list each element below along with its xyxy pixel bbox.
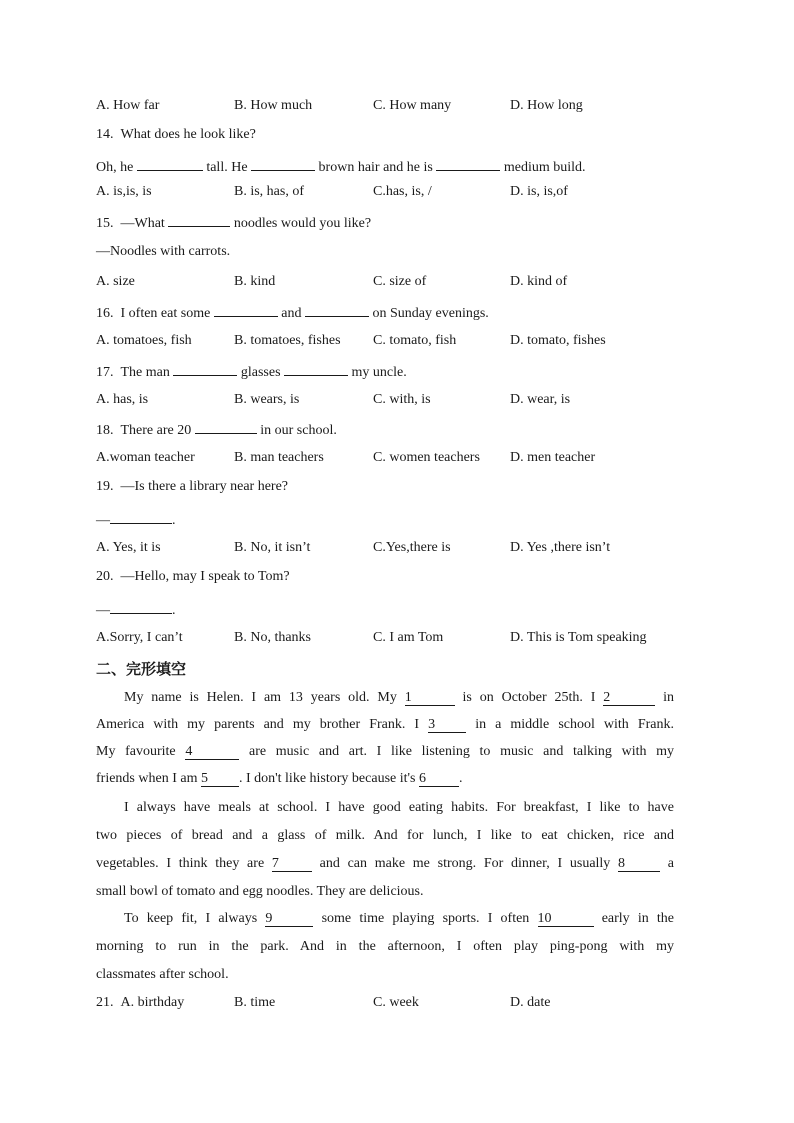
answer-blank[interactable] <box>137 156 203 171</box>
text: and <box>281 306 302 321</box>
text: My favourite <box>96 744 176 759</box>
text: My name is Helen. I am 13 years old. My <box>124 690 397 705</box>
passage-line <box>96 689 674 707</box>
q19-option-b: B. No, it isn’t <box>234 540 311 555</box>
cloze-blank-2[interactable]: 2 <box>603 690 655 706</box>
question-number: 21 <box>96 995 110 1010</box>
question-number: 19 <box>96 479 110 494</box>
question-number: 17 <box>96 365 110 380</box>
q17-question: 17. The man glasses my uncle. <box>96 361 407 382</box>
passage-line <box>96 855 674 873</box>
passage-line <box>96 743 674 761</box>
text: in our school. <box>260 423 337 438</box>
q16-option-a: A. tomatoes, fish <box>96 333 192 348</box>
q14-sentence <box>96 156 586 177</box>
text: my uncle. <box>351 365 407 380</box>
passage-line: small bowl of tomato and egg noodles. They are delicious. <box>96 884 424 899</box>
q13-option-b: B. How much <box>234 98 313 113</box>
text: on Sunday evenings. <box>372 306 489 321</box>
text: Oh, he <box>96 160 134 175</box>
q21-option-c: C. week <box>373 995 419 1010</box>
text: and can make me strong. For dinner, I usually <box>319 856 611 871</box>
cloze-blank-8[interactable]: 8 <box>618 856 660 872</box>
text: . <box>172 513 176 528</box>
q18-question: 18. There are 20 in our school. <box>96 419 337 440</box>
q20-option-c: C. I am Tom <box>373 630 444 645</box>
passage-line <box>96 770 674 788</box>
q18-option-a: A.woman teacher <box>96 450 195 465</box>
q15-question: 15. —What noodles would you like? <box>96 212 371 233</box>
q14-option-d: D. is, is,of <box>510 184 568 199</box>
text: . I don't like history because it's <box>238 771 416 786</box>
text: — <box>96 603 110 618</box>
text: I often eat some <box>120 306 211 321</box>
cloze-blank-1[interactable]: 1 <box>405 690 455 706</box>
text: some time playing sports. I often <box>321 911 530 926</box>
q20-question: 20. —Hello, may I speak to Tom? <box>96 569 290 584</box>
question-text: What does he look like? <box>120 127 256 142</box>
text: — <box>96 513 110 528</box>
cloze-blank-10[interactable]: 10 <box>538 911 594 927</box>
text: in a middle school with Frank. <box>475 717 675 732</box>
q19-option-a: A. Yes, it is <box>96 540 161 555</box>
q13-option-d: D. How long <box>510 98 583 113</box>
q17-option-c: C. with, is <box>373 392 431 407</box>
passage-line: morning to run in the park. And in the afternoon, I often play ping-pong with my <box>96 939 674 954</box>
q17-option-a: A. has, is <box>96 392 149 407</box>
q15-option-d: D. kind of <box>510 274 568 289</box>
answer-blank[interactable] <box>284 361 348 376</box>
answer-blank[interactable] <box>251 156 315 171</box>
text: brown hair and he is <box>318 160 433 175</box>
question-number: 16 <box>96 306 110 321</box>
q21-number-and-option-a: 21. A. birthday <box>96 995 185 1010</box>
text: a <box>667 856 674 871</box>
q14-option-c: C.has, is, / <box>373 184 432 199</box>
text: glasses <box>240 365 281 380</box>
q13-option-a: A. How far <box>96 98 160 113</box>
cloze-blank-7[interactable]: 7 <box>272 856 312 872</box>
answer-blank[interactable] <box>305 302 369 317</box>
q14-option-a: A. is,is, is <box>96 184 152 199</box>
passage-paragraph-2 <box>96 799 674 901</box>
q14-question: 14. What does he look like? <box>96 127 256 142</box>
text: America with my parents and my brother Frank. I <box>96 717 420 732</box>
answer-blank[interactable] <box>110 509 172 524</box>
answer-blank[interactable] <box>173 361 237 376</box>
q15-answer: —Noodles with carrots. <box>96 244 231 259</box>
text: To keep fit, I always <box>124 911 258 926</box>
passage-line <box>96 910 674 928</box>
q19-reply <box>96 509 176 530</box>
q19-option-d: D. Yes ,there isn’t <box>510 540 611 555</box>
cloze-blank-6[interactable]: 6 <box>419 771 459 787</box>
q19-question: 19. —Is there a library near here? <box>96 479 289 494</box>
text: There are 20 <box>120 423 192 438</box>
text: medium build. <box>503 160 586 175</box>
text: vegetables. I think they are <box>96 856 265 871</box>
q18-option-b: B. man teachers <box>234 450 324 465</box>
cloze-blank-3[interactable]: 3 <box>428 717 466 733</box>
q20-option-a: A.Sorry, I can’t <box>96 630 183 645</box>
q18-option-c: C. women teachers <box>373 450 480 465</box>
q14-option-b: B. is, has, of <box>234 184 304 199</box>
q17-option-d: D. wear, is <box>510 392 571 407</box>
q21-option-b: B. time <box>234 995 276 1010</box>
question-text: —Hello, may I speak to Tom? <box>120 569 290 584</box>
q16-question: 16. I often eat some and on Sunday evenings. <box>96 302 489 323</box>
answer-blank[interactable] <box>168 212 230 227</box>
answer-blank[interactable] <box>214 302 278 317</box>
cloze-blank-4[interactable]: 4 <box>185 744 239 760</box>
answer-blank[interactable] <box>110 599 172 614</box>
text: is on October 25th. I <box>462 690 596 705</box>
q21-option-a: A. birthday <box>120 995 185 1010</box>
q15-option-c: C. size of <box>373 274 427 289</box>
q21-option-d: D. date <box>510 995 551 1010</box>
q13-option-c: C. How many <box>373 98 452 113</box>
question-number: 18 <box>96 423 110 438</box>
text: in <box>663 690 675 705</box>
question-number: 15 <box>96 216 110 231</box>
text: tall. He <box>206 160 248 175</box>
passage-paragraph-3 <box>96 910 674 984</box>
q15-option-a: A. size <box>96 274 135 289</box>
text: early in the <box>601 911 675 926</box>
q17-option-b: B. wears, is <box>234 392 300 407</box>
passage-paragraph-1 <box>96 689 674 788</box>
question-number: 14 <box>96 127 110 142</box>
text: noodles would you like? <box>233 216 372 231</box>
answer-blank[interactable] <box>436 156 500 171</box>
passage-line: two pieces of bread and a glass of milk. And for lunch, I like to eat chicken, rice and <box>96 828 674 843</box>
question-text: —Is there a library near here? <box>120 479 289 494</box>
passage-line: I always have meals at school. I have good eating habits. For breakfast, I like to have <box>124 800 674 815</box>
q16-option-c: C. tomato, fish <box>373 333 457 348</box>
q20-reply <box>96 599 176 620</box>
q18-option-d: D. men teacher <box>510 450 596 465</box>
text: friends when I am <box>96 771 198 786</box>
q16-option-b: B. tomatoes, fishes <box>234 333 341 348</box>
q16-option-d: D. tomato, fishes <box>510 333 606 348</box>
passage-line <box>96 716 674 734</box>
q20-option-b: B. No, thanks <box>234 630 311 645</box>
cloze-blank-9[interactable]: 9 <box>265 911 313 927</box>
q20-option-d: D. This is Tom speaking <box>510 630 647 645</box>
text: The man <box>120 365 170 380</box>
answer-blank[interactable] <box>195 419 257 434</box>
passage-line: classmates after school. <box>96 967 229 982</box>
text: are music and art. I like listening to music and talking with my <box>249 744 675 759</box>
q15-option-b: B. kind <box>234 274 276 289</box>
text: . <box>172 603 176 618</box>
q19-option-c: C.Yes,there is <box>373 540 451 555</box>
question-number: 20 <box>96 569 110 584</box>
cloze-blank-5[interactable]: 5 <box>201 771 239 787</box>
section-title: 二、完形填空 <box>96 660 187 678</box>
text: . <box>458 771 463 786</box>
text: —What <box>120 216 165 231</box>
